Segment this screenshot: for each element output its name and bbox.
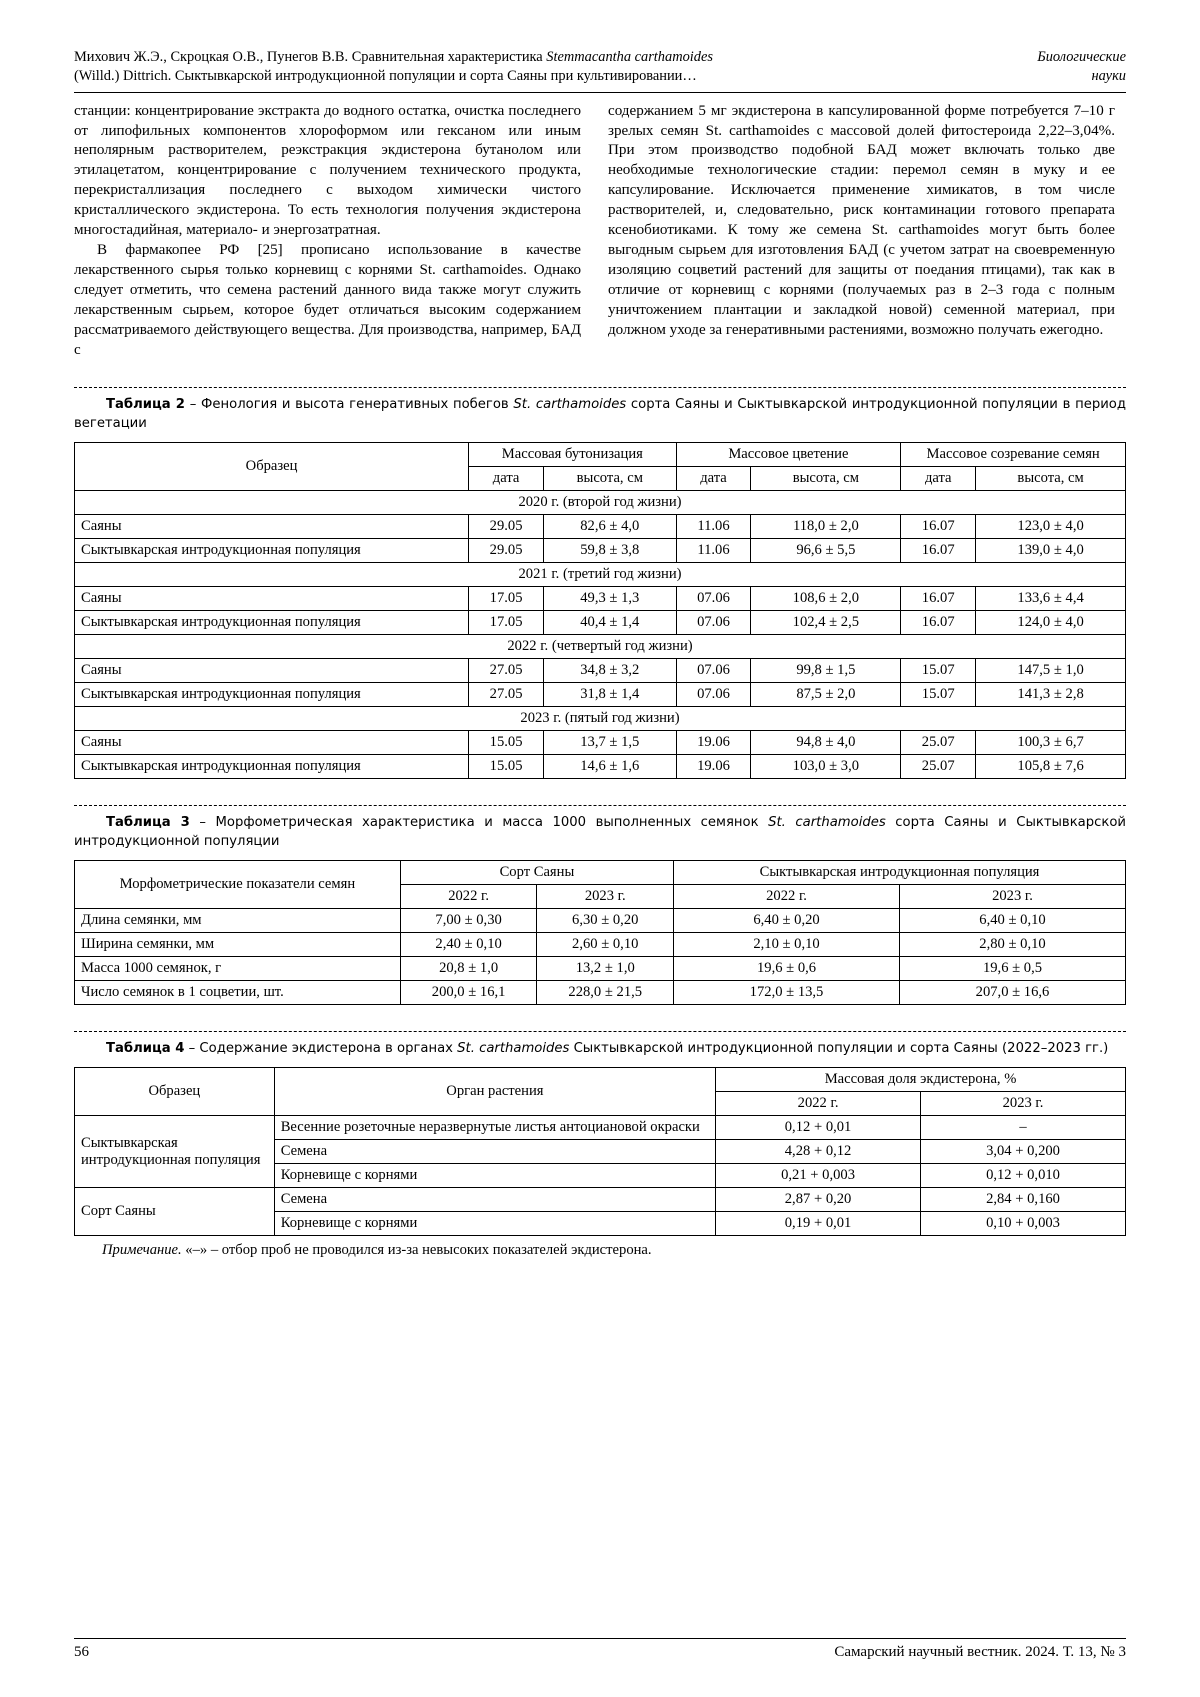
cell: 2,87 + 0,20: [716, 1188, 921, 1212]
table-3-header-row: [75, 861, 1126, 885]
cell: 17.05: [469, 586, 544, 610]
table-row: [75, 538, 1126, 562]
cell: Весенние розеточные неразвернутые листья антоциановой окраски: [274, 1116, 715, 1140]
cell: 123,0 ± 4,0: [976, 514, 1126, 538]
table-2-section-title: 2023 г. (пятый год жизни): [75, 706, 1126, 730]
cell: 15.07: [901, 658, 976, 682]
cell: 15.05: [469, 730, 544, 754]
table-row: [75, 957, 1126, 981]
cell: 105,8 ± 7,6: [976, 754, 1126, 778]
cell: 34,8 ± 3,2: [544, 658, 677, 682]
table-4-caption-a: – Содержание экдистерона в органах: [184, 1041, 458, 1057]
cell: Сыктывкарская интродукционная популяция: [75, 754, 469, 778]
table-4-col-2023: 2023 г.: [921, 1092, 1126, 1116]
cell: Семена: [274, 1188, 715, 1212]
cell: 0,10 + 0,003: [921, 1212, 1126, 1236]
cell: 0,19 + 0,01: [716, 1212, 921, 1236]
cell: 118,0 ± 2,0: [751, 514, 901, 538]
cell: 6,40 ± 0,20: [674, 909, 900, 933]
table-2-header-row: [75, 442, 1126, 466]
table-row: [75, 754, 1126, 778]
running-head-authors-text-2: (Willd.) Dittrich. Сыктывкарской интродукционной популяции и сорта Саяны при культивировании…: [74, 68, 697, 85]
cell: Число семянок в 1 соцветии, шт.: [75, 981, 401, 1005]
table-2-col-height: высота, см: [751, 466, 901, 490]
table-3-caption: [74, 813, 1126, 851]
cell: 16.07: [901, 538, 976, 562]
cell: 59,8 ± 3,8: [544, 538, 677, 562]
cell: 14,6 ± 1,6: [544, 754, 677, 778]
cell: 228,0 ± 21,5: [537, 981, 674, 1005]
table-3-col-2023: 2023 г.: [900, 885, 1126, 909]
journal-reference: Самарский научный вестник. 2024. Т. 13, № 3: [834, 1644, 1126, 1660]
cell: 172,0 ± 13,5: [674, 981, 900, 1005]
paragraph: станции: концентрирование экстракта до водного остатка, очистка последнего от липофильных компонентов хлороформом или гексаном или иным неполярным растворителем, реэкстракция экдистерона бутанолом или этилацетатом, концентрирование с получением технического продукта, перекристаллизация последнего с выходом химически чистого кристаллического экдистерона. То есть технология получения экдистерона многостадийная, материало- и энергозатратная.: [74, 102, 581, 239]
table-2-section-row: [75, 562, 1126, 586]
cell: 19.06: [676, 754, 751, 778]
table-3: [74, 860, 1126, 1005]
cell: 100,3 ± 6,7: [976, 730, 1126, 754]
table-4-note: [74, 1242, 1126, 1259]
cell: 0,12 + 0,010: [921, 1164, 1126, 1188]
cell: 25.07: [901, 754, 976, 778]
table-2-col-height: высота, см: [976, 466, 1126, 490]
cell: 49,3 ± 1,3: [544, 586, 677, 610]
table-2-group-ripening: Массовое созревание семян: [901, 442, 1126, 466]
table-4-col-2022: 2022 г.: [716, 1092, 921, 1116]
cell: 108,6 ± 2,0: [751, 586, 901, 610]
running-head-authors-text: Михович Ж.Э., Скроцкая О.В., Пунегов В.В. Сравнительная характеристика: [74, 49, 547, 65]
table-2-caption-a: – Фенология и высота генеративных побегов: [184, 396, 514, 412]
cell: 4,28 + 0,12: [716, 1140, 921, 1164]
table-4-col-organ: Орган растения: [274, 1068, 715, 1116]
table-2-group-flowering: Массовое цветение: [676, 442, 901, 466]
table-2-section-title: 2022 г. (четвертый год жизни): [75, 634, 1126, 658]
paragraph: содержанием 5 мг экдистерона в капсулированной форме потребуется 7–10 г зрелых семян St. carthamoides с массовой долей фитостероида 2,22–3,04%. При этом производство подобной БАД может включать только две необходимые технологические стадии: перемол семян в муку и ее капсулирование. Исключается применение химикатов, в том числе растворителей, и, следовательно, риск контаминации готового препарата ксенобиотиками. К тому же семена St. carthamoides могут быть более выгодным сырьем для изготовления БАД (с учетом затрат на своевременную изоляцию соцветий растений для защиты от поедания птицами), так как в отличие от корневищ с корнями (получаемых раз в 2–3 года с полным уничтожением плантации и закладкой новой) семенной материал, при должном уходе за генеративными растениями, возможно получать ежегодно.: [608, 102, 1115, 338]
cell: 0,21 + 0,003: [716, 1164, 921, 1188]
table-3-col-2022: 2022 г.: [400, 885, 537, 909]
cell: Длина семянки, мм: [75, 909, 401, 933]
column-right: [608, 102, 1115, 361]
column-left: [74, 102, 581, 361]
cell: Саяны: [75, 658, 469, 682]
cell: 15.07: [901, 682, 976, 706]
cell: 29.05: [469, 514, 544, 538]
table-3-block: [74, 805, 1126, 1005]
table-2-caption: [74, 395, 1126, 433]
table-4-group-label: Сыктывкарская интродукционная популяция: [75, 1116, 275, 1188]
divider: [74, 805, 1126, 806]
table-4-species: St. carthamoides: [457, 1041, 570, 1057]
table-2-col-date: дата: [469, 466, 544, 490]
table-4-block: [74, 1031, 1126, 1259]
table-3-col-param: Морфометрические показатели семян: [75, 861, 401, 909]
table-4-number: Таблица 4: [106, 1041, 185, 1057]
cell: 2,40 ± 0,10: [400, 933, 537, 957]
table-3-number: Таблица 3: [106, 814, 190, 830]
cell: Сыктывкарская интродукционная популяция: [75, 682, 469, 706]
cell: 87,5 ± 2,0: [751, 682, 901, 706]
cell: 17.05: [469, 610, 544, 634]
table-row: [75, 909, 1126, 933]
cell: 07.06: [676, 682, 751, 706]
table-2-section-title: 2020 г. (второй год жизни): [75, 490, 1126, 514]
cell: 13,7 ± 1,5: [544, 730, 677, 754]
cell: 31,8 ± 1,4: [544, 682, 677, 706]
table-2-section-row: [75, 634, 1126, 658]
table-row: [75, 658, 1126, 682]
table-4-note-label: Примечание.: [102, 1242, 182, 1259]
cell: 19,6 ± 0,6: [674, 957, 900, 981]
cell: Сыктывкарская интродукционная популяция: [75, 538, 469, 562]
table-3-group-sayany: Сорт Саяны: [400, 861, 673, 885]
cell: 20,8 ± 1,0: [400, 957, 537, 981]
cell: 141,3 ± 2,8: [976, 682, 1126, 706]
table-row: [75, 981, 1126, 1005]
table-4-group-share: Массовая доля экдистерона, %: [716, 1068, 1126, 1092]
table-3-col-2022: 2022 г.: [674, 885, 900, 909]
cell: Саяны: [75, 730, 469, 754]
cell: 2,80 ± 0,10: [900, 933, 1126, 957]
cell: Саяны: [75, 586, 469, 610]
table-2-col-height: высота, см: [544, 466, 677, 490]
running-head-section-line2: науки: [1091, 68, 1126, 85]
cell: 15.05: [469, 754, 544, 778]
table-2-group-budding: Массовая бутонизация: [469, 442, 676, 466]
cell: 2,10 ± 0,10: [674, 933, 900, 957]
cell: 27.05: [469, 682, 544, 706]
table-row: [75, 1116, 1126, 1140]
cell: 147,5 ± 1,0: [976, 658, 1126, 682]
table-3-caption-b: сорта Саяны и Сыктывкарской интродукционной популяции: [74, 814, 1126, 849]
cell: 6,30 ± 0,20: [537, 909, 674, 933]
page-footer: [74, 1638, 1126, 1661]
cell: 0,12 + 0,01: [716, 1116, 921, 1140]
cell: 19.06: [676, 730, 751, 754]
table-4-caption: [74, 1039, 1126, 1058]
cell: Масса 1000 семянок, г: [75, 957, 401, 981]
table-4-col-sample: Образец: [75, 1068, 275, 1116]
table-row: [75, 610, 1126, 634]
table-row: [75, 730, 1126, 754]
cell: 139,0 ± 4,0: [976, 538, 1126, 562]
cell: 29.05: [469, 538, 544, 562]
table-4: [74, 1067, 1126, 1236]
cell: 96,6 ± 5,5: [751, 538, 901, 562]
cell: 2,84 + 0,160: [921, 1188, 1126, 1212]
table-2-species: St. carthamoides: [513, 396, 627, 412]
table-2-col-date: дата: [901, 466, 976, 490]
divider: [74, 1031, 1126, 1032]
table-4-group-label: Сорт Саяны: [75, 1188, 275, 1236]
cell: 16.07: [901, 514, 976, 538]
cell: 94,8 ± 4,0: [751, 730, 901, 754]
running-head-section: [976, 48, 1126, 87]
cell: 102,4 ± 2,5: [751, 610, 901, 634]
divider: [74, 387, 1126, 388]
table-2-section-title: 2021 г. (третий год жизни): [75, 562, 1126, 586]
table-2-col-date: дата: [676, 466, 751, 490]
table-2-section-row: [75, 706, 1126, 730]
body-columns: [74, 102, 1126, 361]
cell: Семена: [274, 1140, 715, 1164]
table-2-number: Таблица 2: [106, 396, 185, 412]
table-row: [75, 933, 1126, 957]
cell: 07.06: [676, 658, 751, 682]
cell: 11.06: [676, 514, 751, 538]
cell: 11.06: [676, 538, 751, 562]
cell: 99,8 ± 1,5: [751, 658, 901, 682]
cell: 07.06: [676, 586, 751, 610]
table-2-col-sample: Образец: [75, 442, 469, 490]
cell: 82,6 ± 4,0: [544, 514, 677, 538]
cell: 16.07: [901, 586, 976, 610]
cell: 25.07: [901, 730, 976, 754]
cell: 6,40 ± 0,10: [900, 909, 1126, 933]
cell: 7,00 ± 0,30: [400, 909, 537, 933]
table-row: [75, 514, 1126, 538]
table-row: [75, 682, 1126, 706]
table-3-col-2023: 2023 г.: [537, 885, 674, 909]
running-head-species: Stemmacantha carthamoides: [546, 49, 713, 65]
cell: Корневище с корнями: [274, 1164, 715, 1188]
cell: Ширина семянки, мм: [75, 933, 401, 957]
running-head: [74, 48, 1126, 93]
cell: 124,0 ± 4,0: [976, 610, 1126, 634]
page-number: 56: [74, 1644, 89, 1660]
cell: Корневище с корнями: [274, 1212, 715, 1236]
table-row: [75, 586, 1126, 610]
cell: Саяны: [75, 514, 469, 538]
cell: 16.07: [901, 610, 976, 634]
cell: 40,4 ± 1,4: [544, 610, 677, 634]
cell: 13,2 ± 1,0: [537, 957, 674, 981]
cell: 103,0 ± 3,0: [751, 754, 901, 778]
table-4-caption-b: Сыктывкарской интродукционной популяции и сорта Саяны (2022–2023 гг.): [569, 1041, 1109, 1057]
running-head-authors: [74, 48, 976, 87]
cell: –: [921, 1116, 1126, 1140]
cell: Сыктывкарская интродукционная популяция: [75, 610, 469, 634]
table-3-species: St. carthamoides: [768, 814, 886, 830]
table-4-note-text: «–» – отбор проб не проводился из-за невысоких показателей экдистерона.: [181, 1242, 652, 1259]
cell: 07.06: [676, 610, 751, 634]
cell: 133,6 ± 4,4: [976, 586, 1126, 610]
cell: 200,0 ± 16,1: [400, 981, 537, 1005]
cell: 207,0 ± 16,6: [900, 981, 1126, 1005]
table-3-caption-a: – Морфометрическая характеристика и масса 1000 выполненных семянок: [189, 814, 769, 830]
cell: 2,60 ± 0,10: [537, 933, 674, 957]
table-2-section-row: [75, 490, 1126, 514]
cell: 19,6 ± 0,5: [900, 957, 1126, 981]
table-2-block: [74, 387, 1126, 779]
table-2-caption-b: сорта Саяны и Сыктывкарской интродукционной популяции в период вегетации: [74, 396, 1126, 431]
table-3-group-syktyvkar: Сыктывкарская интродукционная популяция: [674, 861, 1126, 885]
running-head-section-line1: Биологические: [1037, 49, 1126, 65]
table-4-header-row: [75, 1068, 1126, 1092]
paragraph: В фармакопее РФ [25] прописано использование в качестве лекарственного сырья только корневищ с корнями St. carthamoides. Однако следует отметить, что семена растений данного вида также могут служить лекарственным сырьем, которое будет отличаться высоким содержанием рассматриваемого действующего вещества. Для производства, например, БАД с: [74, 242, 581, 358]
cell: 3,04 + 0,200: [921, 1140, 1126, 1164]
table-row: [75, 1188, 1126, 1212]
cell: 27.05: [469, 658, 544, 682]
table-2: [74, 442, 1126, 779]
